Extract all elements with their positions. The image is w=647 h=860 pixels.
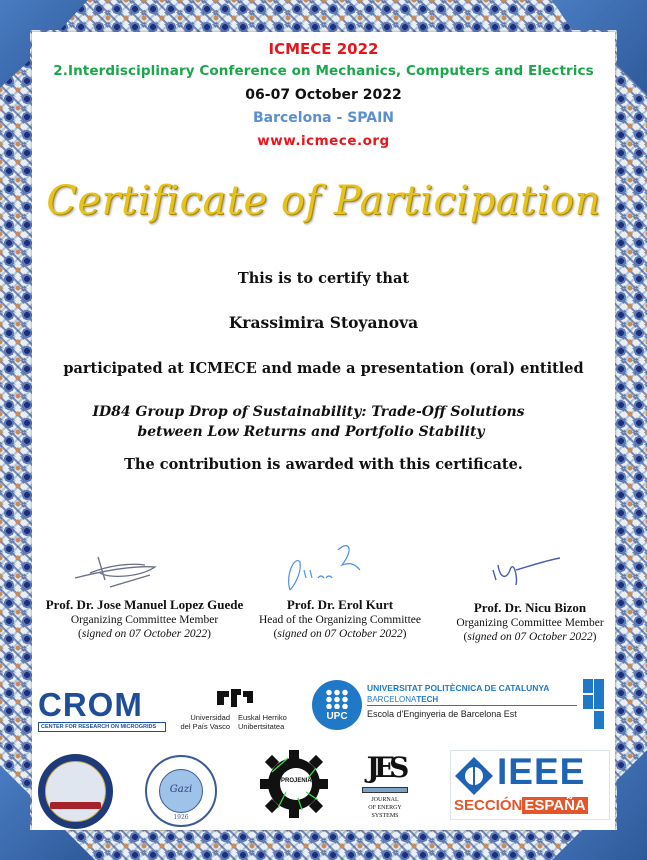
signatory-role: Head of the Organizing Committee xyxy=(258,614,422,626)
paper-title-line-2: between Low Returns and Portfolio Stability xyxy=(137,424,485,440)
upc-badge: UPC xyxy=(312,680,362,730)
ehu-logo: Universidad del País Vasco Euskal Herriko Unibertsitatea xyxy=(180,683,290,733)
signatory-date: (signed on 07 October 2022) xyxy=(78,628,211,640)
projenia-logo xyxy=(258,748,330,820)
ieee-espana-logo: IEEE SECCIÓN ESPAÑA xyxy=(450,750,610,820)
conference-website: www.icmece.org xyxy=(257,133,390,149)
signatory-role: Organizing Committee Member xyxy=(456,617,604,629)
signature-lopez-guede xyxy=(70,545,160,590)
signatory-name: Prof. Dr. Jose Manuel Lopez Guede xyxy=(45,597,244,612)
signatory-bizon xyxy=(440,600,620,644)
signatory-role: Organizing Committee Member xyxy=(70,614,219,626)
conference-name: 2.Interdisciplinary Conference on Mechanics, Computers and Electrics xyxy=(53,63,594,79)
certificate-title: Certificate of Participation xyxy=(46,178,601,224)
conference-dates: 06-07 October 2022 xyxy=(245,87,402,103)
upc-blocks-icon xyxy=(583,679,605,729)
participation-line: participated at ICMECE and made a presentation (oral) entitled xyxy=(63,360,584,377)
conference-location: Barcelona - SPAIN xyxy=(252,110,395,126)
jes-logo: JES JOURNAL OF ENERGY SYSTEMS xyxy=(360,750,410,830)
gazi-logo: Gazi 1926 xyxy=(145,755,217,827)
pitesti-logo xyxy=(38,754,113,829)
award-line: The contribution is awarded with this certificate. xyxy=(124,456,523,473)
signatory-name: Prof. Dr. Erol Kurt xyxy=(286,597,394,612)
signatory-kurt xyxy=(250,597,430,641)
signature-bizon xyxy=(488,550,568,590)
conference-acronym: ICMECE 2022 xyxy=(268,40,379,58)
recipient-name: Krassimira Stoyanova xyxy=(228,313,419,332)
paper-title-line-1: ID84 Group Drop of Sustainability: Trade-Off Solutions xyxy=(92,404,525,420)
certify-line: This is to certify that xyxy=(237,270,410,287)
ehu-emblem-icon xyxy=(215,687,255,711)
ieee-diamond-icon xyxy=(454,756,494,796)
signatory-date: (signed on 07 October 2022) xyxy=(273,628,407,640)
signatory-name: Prof. Dr. Nicu Bizon xyxy=(473,600,587,615)
upc-logo: UPC UNIVERSITAT POLITÈCNICA DE CATALUNYA BARCELONATECH Escola d'Enginyeria de Barcelona Est xyxy=(310,677,605,735)
signature-kurt xyxy=(280,540,380,595)
signatory-lopez-guede xyxy=(32,597,257,641)
crom-logo: CROM CENTER FOR RESEARCH ON MICROGRIDS xyxy=(38,688,166,733)
signatory-date: (signed on 07 October 2022) xyxy=(463,631,597,643)
svg-text:PROJENIA: PROJENIA xyxy=(281,778,312,784)
paper-title xyxy=(0,402,647,442)
